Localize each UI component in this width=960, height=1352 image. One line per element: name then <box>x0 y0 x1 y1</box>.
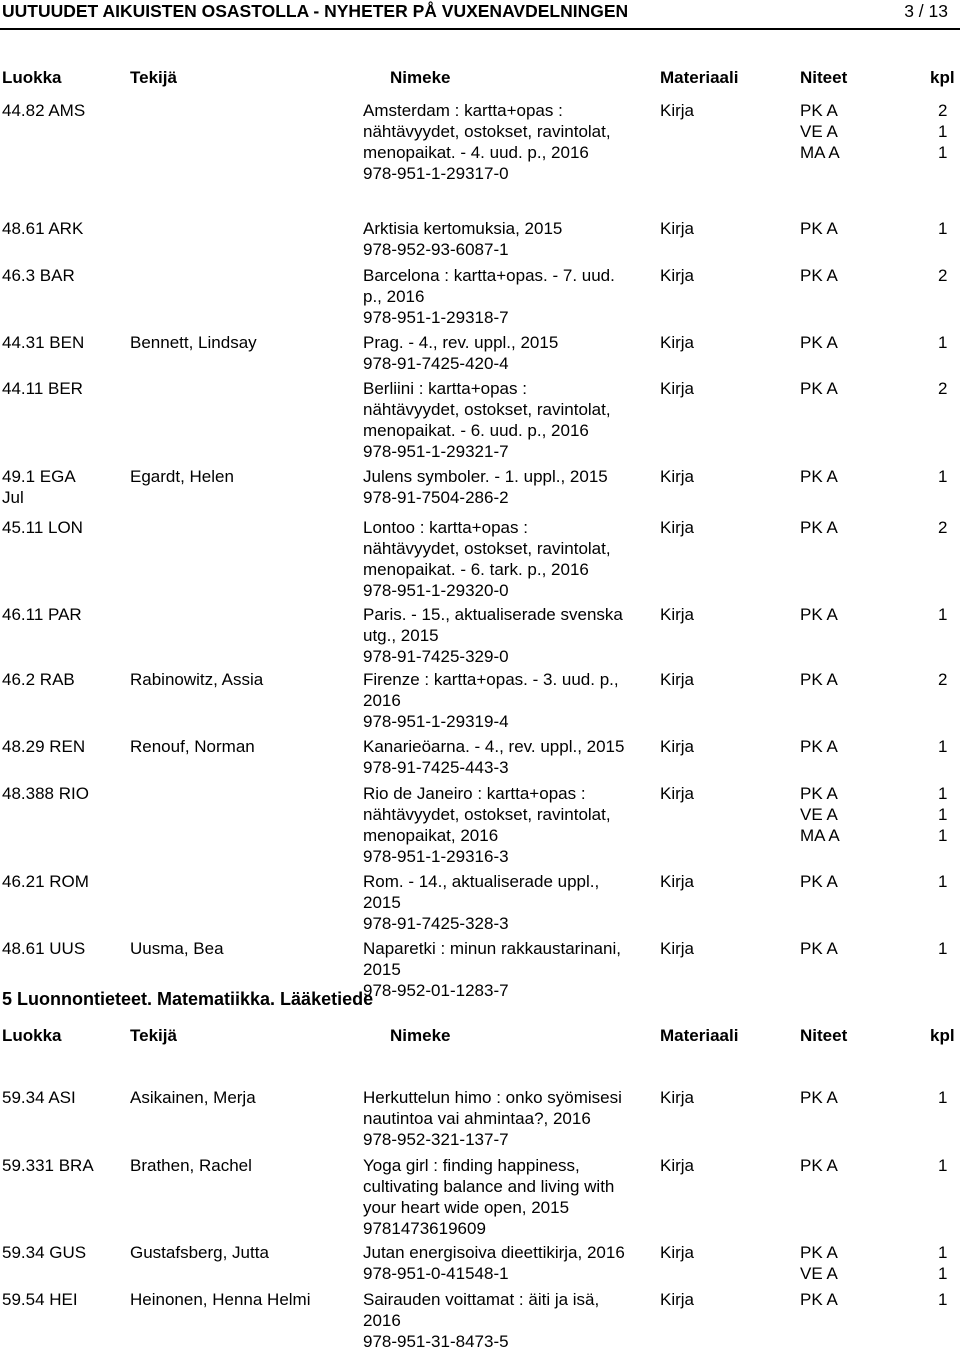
column-header-niteet: Niteet <box>800 1026 848 1045</box>
nimeke-line: Paris. - 15., aktualiserade svenska <box>363 605 623 624</box>
cell-nimeke <box>363 1155 653 1239</box>
cell-materiaali <box>660 604 740 625</box>
nimeke-line: nähtävyydet, ostokset, ravintolat, <box>363 539 611 558</box>
tekija-line: Uusma, Bea <box>130 939 224 958</box>
cell-nimeke <box>363 218 653 260</box>
materiaali-line: Kirja <box>660 101 695 120</box>
materiaali-line: Kirja <box>660 784 695 803</box>
niteet-line: VE A <box>800 1264 838 1283</box>
nimeke-line: Naparetki : minun rakkaustarinani, <box>363 939 621 958</box>
cell-niteet <box>800 1242 900 1284</box>
luokka-line: Jul <box>2 488 24 507</box>
tekija-line: Renouf, Norman <box>130 737 255 756</box>
luokka-line: 59.54 HEI <box>2 1290 78 1309</box>
kpl-line: 2 <box>938 670 948 689</box>
luokka-line: 46.3 BAR <box>2 266 75 285</box>
nimeke-line: Rom. - 14., aktualiserade uppl., <box>363 872 600 891</box>
nimeke-line: Rio de Janeiro : kartta+opas : <box>363 784 586 803</box>
nimeke-line: 2016 <box>363 691 401 710</box>
cell-nimeke <box>363 1087 653 1150</box>
niteet-line: PK A <box>800 219 838 238</box>
nimeke-line: Prag. - 4., rev. uppl., 2015 <box>363 333 559 352</box>
niteet-line: PK A <box>800 333 838 352</box>
tekija-line: Heinonen, Henna Helmi <box>130 1290 311 1309</box>
nimeke-line: 978-952-01-1283-7 <box>363 981 509 1000</box>
nimeke-line: menopaikat, 2016 <box>363 826 499 845</box>
cell-niteet <box>800 378 900 399</box>
luokka-line: 48.61 ARK <box>2 219 84 238</box>
cell-nimeke <box>363 938 653 1001</box>
niteet-line: MA A <box>800 826 840 845</box>
nimeke-line: 2015 <box>363 960 401 979</box>
materiaali-line: Kirja <box>660 670 695 689</box>
materiaali-line: Kirja <box>660 219 695 238</box>
column-header-row <box>0 1025 960 1047</box>
nimeke-line: 978-91-7425-328-3 <box>363 914 509 933</box>
niteet-line: PK A <box>800 670 838 689</box>
cell-nimeke <box>363 332 653 374</box>
cell-kpl <box>938 604 958 625</box>
cell-luokka <box>2 517 127 538</box>
tekija-line: Gustafsberg, Jutta <box>130 1243 269 1262</box>
cell-materiaali <box>660 669 740 690</box>
column-header-materiaali: Materiaali <box>660 68 739 87</box>
materiaali-line: Kirja <box>660 518 695 537</box>
cell-luokka <box>2 1155 127 1176</box>
nimeke-line: Jutan energisoiva dieettikirja, 2016 <box>363 1243 625 1262</box>
kpl-line: 1 <box>938 467 948 486</box>
cell-luokka <box>2 100 127 121</box>
cell-luokka <box>2 1087 127 1108</box>
cell-nimeke <box>363 265 653 328</box>
cell-niteet <box>800 669 900 690</box>
cell-nimeke <box>363 1242 653 1284</box>
cell-nimeke <box>363 604 653 667</box>
cell-niteet <box>800 604 900 625</box>
cell-niteet <box>800 783 900 846</box>
luokka-line: 44.82 AMS <box>2 101 86 120</box>
niteet-line: MA A <box>800 143 840 162</box>
materiaali-line: Kirja <box>660 1156 695 1175</box>
cell-luokka <box>2 736 127 757</box>
niteet-line: PK A <box>800 1156 838 1175</box>
nimeke-line: 978-91-7425-420-4 <box>363 354 509 373</box>
cell-materiaali <box>660 938 740 959</box>
nimeke-line: utg., 2015 <box>363 626 439 645</box>
cell-nimeke <box>363 466 653 508</box>
cell-materiaali <box>660 378 740 399</box>
cell-niteet <box>800 736 900 757</box>
page-number: 3 / 13 <box>904 1 948 21</box>
cell-kpl <box>938 218 958 239</box>
cell-materiaali <box>660 265 740 286</box>
cell-kpl <box>938 1242 958 1284</box>
kpl-line: 1 <box>938 939 948 958</box>
luokka-line: 46.11 PAR <box>2 605 82 624</box>
cell-kpl <box>938 466 958 487</box>
cell-materiaali <box>660 783 740 804</box>
materiaali-line: Kirja <box>660 872 695 891</box>
luokka-line: 48.61 UUS <box>2 939 86 958</box>
niteet-line: PK A <box>800 467 838 486</box>
nimeke-line: 978-91-7425-443-3 <box>363 758 509 777</box>
nimeke-line: Firenze : kartta+opas. - 3. uud. p., <box>363 670 619 689</box>
nimeke-line: 978-951-1-29317-0 <box>363 164 509 183</box>
niteet-line: PK A <box>800 605 838 624</box>
luokka-line: 44.11 BER <box>2 379 83 398</box>
cell-materiaali <box>660 736 740 757</box>
nimeke-line: 978-952-321-137-7 <box>363 1130 509 1149</box>
cell-materiaali <box>660 517 740 538</box>
niteet-line: PK A <box>800 101 838 120</box>
niteet-line: VE A <box>800 805 838 824</box>
cell-luokka <box>2 466 127 508</box>
cell-tekija <box>130 1155 355 1176</box>
nimeke-line: 2016 <box>363 1311 401 1330</box>
luokka-line: 46.2 RAB <box>2 670 75 689</box>
cell-niteet <box>800 265 900 286</box>
cell-tekija <box>130 938 355 959</box>
tekija-line: Asikainen, Merja <box>130 1088 256 1107</box>
column-header-row <box>0 67 960 89</box>
column-header-luokka: Luokka <box>2 1026 62 1045</box>
tekija-line: Rabinowitz, Assia <box>130 670 264 689</box>
luokka-line: 49.1 EGA <box>2 467 76 486</box>
materiaali-line: Kirja <box>660 737 695 756</box>
cell-nimeke <box>363 1289 653 1352</box>
niteet-line: PK A <box>800 266 838 285</box>
kpl-line: 1 <box>938 333 948 352</box>
cell-materiaali <box>660 332 740 353</box>
materiaali-line: Kirja <box>660 1290 695 1309</box>
nimeke-line: 978-951-0-41548-1 <box>363 1264 509 1283</box>
niteet-line: PK A <box>800 379 838 398</box>
column-header-tekija: Tekijä <box>130 68 177 87</box>
niteet-line: PK A <box>800 872 838 891</box>
kpl-line: 1 <box>938 122 948 141</box>
cell-kpl <box>938 736 958 757</box>
nimeke-line: Yoga girl : finding happiness, <box>363 1156 580 1175</box>
column-header-niteet: Niteet <box>800 68 848 87</box>
materiaali-line: Kirja <box>660 1243 695 1262</box>
cell-tekija <box>130 1087 355 1108</box>
kpl-line: 1 <box>938 872 948 891</box>
cell-tekija <box>130 1289 355 1310</box>
niteet-line: PK A <box>800 737 838 756</box>
nimeke-line: 978-951-1-29320-0 <box>363 581 509 600</box>
cell-niteet <box>800 466 900 487</box>
luokka-line: 48.388 RIO <box>2 784 89 803</box>
cell-materiaali <box>660 871 740 892</box>
tekija-line: Egardt, Helen <box>130 467 234 486</box>
nimeke-line: 978-952-93-6087-1 <box>363 240 509 259</box>
cell-materiaali <box>660 1289 740 1310</box>
tekija-line: Brathen, Rachel <box>130 1156 252 1175</box>
cell-luokka <box>2 938 127 959</box>
cell-kpl <box>938 378 958 399</box>
materiaali-line: Kirja <box>660 266 695 285</box>
cell-nimeke <box>363 871 653 934</box>
column-header-materiaali: Materiaali <box>660 1026 739 1045</box>
cell-niteet <box>800 1087 900 1108</box>
cell-nimeke <box>363 736 653 778</box>
cell-kpl <box>938 871 958 892</box>
nimeke-line: Herkuttelun himo : onko syömisesi <box>363 1088 622 1107</box>
cell-luokka <box>2 265 127 286</box>
nimeke-line: Lontoo : kartta+opas : <box>363 518 528 537</box>
kpl-line: 1 <box>938 143 948 162</box>
cell-luokka <box>2 1242 127 1263</box>
luokka-line: 44.31 BEN <box>2 333 85 352</box>
cell-kpl <box>938 517 958 538</box>
nimeke-line: 2015 <box>363 893 401 912</box>
cell-nimeke <box>363 517 653 601</box>
cell-kpl <box>938 1155 958 1176</box>
nimeke-line: 978-951-1-29321-7 <box>363 442 509 461</box>
cell-materiaali <box>660 100 740 121</box>
luokka-line: 48.29 REN <box>2 737 86 756</box>
cell-nimeke <box>363 100 653 184</box>
kpl-line: 2 <box>938 101 948 120</box>
cell-luokka <box>2 378 127 399</box>
materiaali-line: Kirja <box>660 939 695 958</box>
kpl-line: 1 <box>938 1243 948 1262</box>
nimeke-line: cultivating balance and living with <box>363 1177 615 1196</box>
niteet-line: VE A <box>800 122 838 141</box>
column-header-tekija: Tekijä <box>130 1026 177 1045</box>
nimeke-line: Julens symboler. - 1. uppl., 2015 <box>363 467 608 486</box>
luokka-line: 59.34 GUS <box>2 1243 87 1262</box>
cell-materiaali <box>660 218 740 239</box>
tekija-line: Bennett, Lindsay <box>130 333 257 352</box>
kpl-line: 1 <box>938 737 948 756</box>
materiaali-line: Kirja <box>660 333 695 352</box>
cell-tekija <box>130 466 355 487</box>
section-title: 5 Luonnontieteet. Matematiikka. Lääketiede <box>2 989 374 1009</box>
cell-kpl <box>938 1289 958 1310</box>
nimeke-line: Arktisia kertomuksia, 2015 <box>363 219 563 238</box>
cell-kpl <box>938 1087 958 1108</box>
nimeke-line: Sairauden voittamat : äiti ja isä, <box>363 1290 600 1309</box>
nimeke-line: 978-91-7425-329-0 <box>363 647 509 666</box>
column-header-kpl: kpl <box>930 68 955 87</box>
nimeke-line: 978-951-1-29316-3 <box>363 847 509 866</box>
kpl-line: 1 <box>938 1290 948 1309</box>
luokka-line: 59.331 BRA <box>2 1156 94 1175</box>
materiaali-line: Kirja <box>660 1088 695 1107</box>
cell-tekija <box>130 669 355 690</box>
niteet-line: PK A <box>800 518 838 537</box>
cell-niteet <box>800 218 900 239</box>
cell-kpl <box>938 265 958 286</box>
niteet-line: PK A <box>800 1243 838 1262</box>
materiaali-line: Kirja <box>660 605 695 624</box>
cell-kpl <box>938 669 958 690</box>
cell-luokka <box>2 669 127 690</box>
cell-materiaali <box>660 466 740 487</box>
cell-kpl <box>938 783 958 846</box>
column-header-nimeke: Nimeke <box>390 68 451 87</box>
nimeke-line: menopaikat. - 6. uud. p., 2016 <box>363 421 589 440</box>
cell-luokka <box>2 218 127 239</box>
column-header-nimeke: Nimeke <box>390 1026 451 1045</box>
kpl-line: 2 <box>938 266 948 285</box>
kpl-line: 2 <box>938 518 948 537</box>
nimeke-line: nautintoa vai ahmintaa?, 2016 <box>363 1109 591 1128</box>
cell-kpl <box>938 938 958 959</box>
luokka-line: 46.21 ROM <box>2 872 89 891</box>
kpl-line: 1 <box>938 1156 948 1175</box>
column-header-luokka: Luokka <box>2 68 62 87</box>
cell-niteet <box>800 1155 900 1176</box>
luokka-line: 59.34 ASI <box>2 1088 76 1107</box>
cell-materiaali <box>660 1242 740 1263</box>
cell-nimeke <box>363 669 653 732</box>
kpl-line: 1 <box>938 1088 948 1107</box>
cell-kpl <box>938 332 958 353</box>
luokka-line: 45.11 LON <box>2 518 83 537</box>
cell-tekija <box>130 332 355 353</box>
kpl-line: 1 <box>938 805 948 824</box>
cell-luokka <box>2 871 127 892</box>
nimeke-line: nähtävyydet, ostokset, ravintolat, <box>363 805 611 824</box>
nimeke-line: Kanarieöarna. - 4., rev. uppl., 2015 <box>363 737 625 756</box>
nimeke-line: Amsterdam : kartta+opas : <box>363 101 563 120</box>
cell-luokka <box>2 1289 127 1310</box>
cell-niteet <box>800 100 900 163</box>
nimeke-line: menopaikat. - 6. tark. p., 2016 <box>363 560 589 579</box>
kpl-line: 1 <box>938 219 948 238</box>
niteet-line: PK A <box>800 1290 838 1309</box>
nimeke-line: 978-951-31-8473-5 <box>363 1332 509 1351</box>
column-header-kpl: kpl <box>930 1026 955 1045</box>
cell-niteet <box>800 871 900 892</box>
nimeke-line: your heart wide open, 2015 <box>363 1198 570 1217</box>
nimeke-line: 9781473619609 <box>363 1219 486 1238</box>
cell-niteet <box>800 517 900 538</box>
nimeke-line: nähtävyydet, ostokset, ravintolat, <box>363 400 611 419</box>
niteet-line: PK A <box>800 1088 838 1107</box>
niteet-line: PK A <box>800 784 838 803</box>
cell-niteet <box>800 1289 900 1310</box>
cell-luokka <box>2 332 127 353</box>
cell-tekija <box>130 736 355 757</box>
cell-kpl <box>938 100 958 163</box>
page-header <box>0 0 960 30</box>
kpl-line: 1 <box>938 605 948 624</box>
cell-materiaali <box>660 1155 740 1176</box>
kpl-line: 2 <box>938 379 948 398</box>
cell-tekija <box>130 1242 355 1263</box>
nimeke-line: 978-951-1-29318-7 <box>363 308 509 327</box>
nimeke-line: nähtävyydet, ostokset, ravintolat, <box>363 122 611 141</box>
nimeke-line: p., 2016 <box>363 287 425 306</box>
materiaali-line: Kirja <box>660 379 695 398</box>
nimeke-line: Barcelona : kartta+opas. - 7. uud. <box>363 266 615 285</box>
cell-luokka <box>2 604 127 625</box>
nimeke-line: 978-91-7504-286-2 <box>363 488 509 507</box>
kpl-line: 1 <box>938 1264 948 1283</box>
kpl-line: 1 <box>938 826 948 845</box>
nimeke-line: Berliini : kartta+opas : <box>363 379 527 398</box>
cell-nimeke <box>363 783 653 867</box>
materiaali-line: Kirja <box>660 467 695 486</box>
niteet-line: PK A <box>800 939 838 958</box>
cell-niteet <box>800 938 900 959</box>
cell-nimeke <box>363 378 653 462</box>
nimeke-line: menopaikat. - 4. uud. p., 2016 <box>363 143 589 162</box>
cell-niteet <box>800 332 900 353</box>
kpl-line: 1 <box>938 784 948 803</box>
cell-luokka <box>2 783 127 804</box>
nimeke-line: 978-951-1-29319-4 <box>363 712 509 731</box>
cell-materiaali <box>660 1087 740 1108</box>
page-title: UUTUUDET AIKUISTEN OSASTOLLA - NYHETER PÅ VUXENAVDELNINGEN <box>2 1 629 21</box>
